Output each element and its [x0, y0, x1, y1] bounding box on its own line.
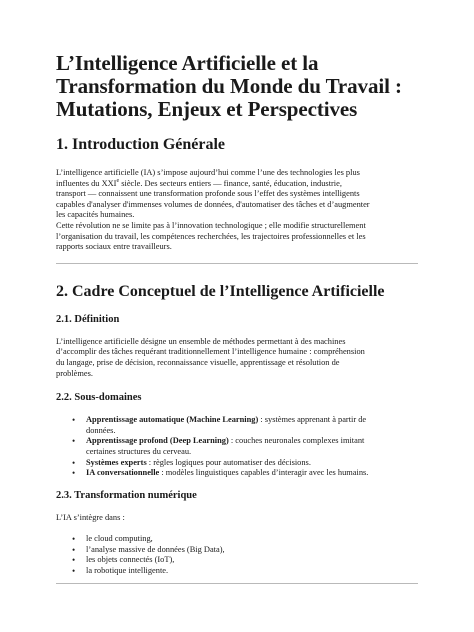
title-line: Mutations, Enjeux et Perspectives — [56, 97, 358, 121]
section-2-heading: 2. Cadre Conceptuel de l’Intelligence Artificielle — [56, 282, 385, 300]
paragraph-line: L’intelligence artificielle (IA) s’impose aujourd’hui comme l’une des technologies les plus — [56, 168, 360, 177]
paragraph-line: capables d'analyser d'immenses volumes de données, d'automatiser des tâches et d’augmenter — [56, 199, 370, 209]
list-item-term: Apprentissage automatique (Machine Learning) — [86, 415, 259, 425]
list-item — [56, 468, 418, 479]
paragraph-line: rapports sociaux entre travailleurs. — [56, 242, 172, 252]
subsection-2-1-heading: 2.1. Définition — [56, 313, 120, 325]
century-text: influentes du XXI — [56, 178, 117, 188]
list-item-desc: certaines structures du cerveau. — [86, 446, 192, 456]
paragraph-line: les capacités humaines. — [56, 210, 135, 220]
subdomains-list — [56, 415, 418, 479]
list-item: • la robotique intelligente. — [56, 566, 418, 577]
subsection-2-3-heading: 2.3. Transformation numérique — [56, 489, 197, 501]
list-item-term: Apprentissage profond (Deep Learning) — [86, 436, 229, 446]
list-item: • les objets connectés (IoT), — [56, 555, 418, 566]
section-divider — [56, 263, 418, 264]
subsection-2-2-heading: 2.2. Sous-domaines — [56, 392, 142, 404]
list-item — [56, 436, 418, 457]
list-item-desc: : systèmes apprenant à partir de — [258, 415, 367, 425]
definition-paragraph — [56, 337, 418, 379]
section-1-heading: 1. Introduction Générale — [56, 136, 226, 153]
paragraph-line: problèmes. — [56, 368, 93, 378]
title-line: Transformation du Monde du Travail : — [56, 74, 402, 98]
list-item — [56, 458, 418, 469]
paragraph-line — [56, 179, 418, 190]
section-1-paragraph — [56, 168, 418, 253]
section-divider — [56, 583, 418, 584]
document-page — [56, 52, 418, 584]
title-line: L’Intelligence Artificielle et la — [56, 51, 319, 75]
list-item-term: IA conversationnelle — [86, 468, 160, 478]
century-rest: siècle. Des secteurs entiers — finance, santé, éducation, industrie, — [119, 178, 342, 188]
list-item: • le cloud computing, — [56, 534, 418, 545]
list-item — [56, 415, 418, 436]
list-item-desc: : règles logiques pour automatiser des décisions. — [146, 457, 311, 467]
century-superscript: e — [116, 177, 120, 184]
integration-list — [56, 534, 418, 576]
document-title — [56, 52, 418, 121]
paragraph-line: transport — connaissent une transformation profonde sous l’effet des systèmes intelligents — [56, 189, 360, 199]
paragraph-line: Cette révolution ne se limite pas à l’innovation technologique ; elle modifie structurellement — [56, 220, 366, 230]
list-item-desc: : modèles linguistiques capables d’interagir avec les humains. — [159, 468, 369, 478]
list-item: • l’analyse massive de données (Big Data), — [56, 545, 418, 556]
list-item-desc: données. — [86, 425, 116, 435]
paragraph-line: du langage, prise de décision, reconnaissance visuelle, apprentissage et résolution de — [56, 357, 340, 367]
list-item-desc: : couches neuronales complexes imitant — [228, 436, 365, 446]
list-item-term: Systèmes experts — [86, 457, 147, 467]
paragraph-line: L’intelligence artificielle désigne un ensemble de méthodes permettant à des machines — [56, 336, 346, 346]
integration-intro: L’IA s’intègre dans : — [56, 512, 125, 522]
paragraph-line: d’accomplir des tâches requérant traditionnellement l’intelligence humaine : compréhension — [56, 347, 365, 357]
paragraph-line: l’organisation du travail, les compétences recherchées, les trajectoires professionnelles et les — [56, 231, 366, 241]
